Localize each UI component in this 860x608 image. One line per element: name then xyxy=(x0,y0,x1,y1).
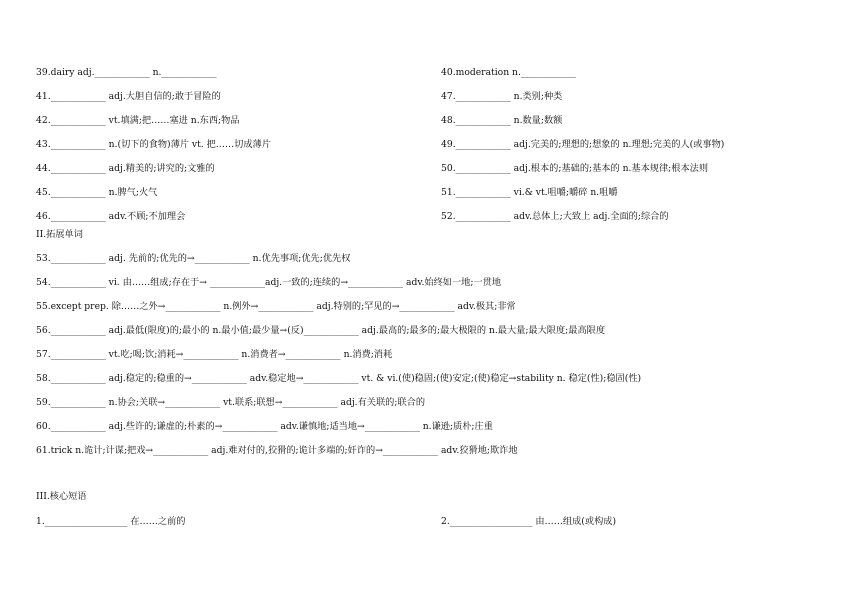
vocab-item-39: 39.dairy adj.____________ n.____________ xyxy=(36,67,217,78)
vocab-item-42: 42.____________ vt.填满;把……塞进 n.东西;物品 xyxy=(36,115,240,126)
extended-word-55: 55.except prep. 除……之外→____________ n.例外→____________ adj.特别的;罕见的→____________ adv.极其;非常 xyxy=(36,301,516,312)
vocab-item-48: 48.____________ n.数量;数额 xyxy=(441,115,563,126)
vocab-item-45: 45.____________ n.脾气;火气 xyxy=(36,187,158,198)
vocab-item-51: 51.____________ vi.& vt.咀嚼;嚼碎 n.咀嚼 xyxy=(441,187,618,198)
extended-word-60: 60.____________ adj.些许的;谦虚的;朴素的→____________ adv.谦慎地;适当地→____________ n.谦逊;质朴;庄重 xyxy=(36,421,493,432)
extended-word-61: 61.trick n.诡计;计谋;把戏→____________ adj.难对付的,狡猾的;诡计多端的;奸诈的→____________ adv.狡猾地;欺诈地 xyxy=(36,445,518,456)
extended-word-59: 59.____________ n.协会;关联→____________ vt.联系;联想→____________ adj.有关联的;联合的 xyxy=(36,397,426,408)
vocab-item-44: 44.____________ adj.精美的;讲究的;文雅的 xyxy=(36,163,215,174)
vocab-item-41: 41.____________ adj.大胆自信的;敢于冒险的 xyxy=(36,91,221,102)
phrase-item-1: 1.__________________ 在……之前的 xyxy=(36,516,186,527)
extended-word-56: 56.____________ adj.最低(限度)的;最小的 n.最小值;最少量→(反)____________ adj.最高的;最多的;最大极限的 n.最大量;最大限度;最高限度 xyxy=(36,325,606,336)
vocab-item-47: 47.____________ n.类别;种类 xyxy=(441,91,563,102)
vocab-item-52: 52.____________ adv.总体上;大致上 adj.全面的;综合的 xyxy=(441,211,669,222)
section-heading-core-phrases: III.核心短语 xyxy=(36,491,87,502)
phrase-item-2: 2.__________________ 由……组成(或构成) xyxy=(441,516,617,527)
vocab-item-50: 50.____________ adj.根本的;基础的;基本的 n.基本规律;根本法则 xyxy=(441,163,709,174)
vocab-item-46: 46.____________ adv.不顾;不加理会 xyxy=(36,211,186,222)
extended-word-53: 53.____________ adj. 先前的;优先的→____________ n.优先事项;优先;优先权 xyxy=(36,253,351,264)
section-heading-extended-words: II.拓展单词 xyxy=(36,229,83,240)
vocab-item-49: 49.____________ adj.完美的;理想的;想象的 n.理想;完美的人(或事物) xyxy=(441,139,725,150)
extended-word-57: 57.____________ vt.吃;喝;饮;消耗→____________ n.消费者→____________ n.消费;消耗 xyxy=(36,349,393,360)
extended-word-58: 58.____________ adj.稳定的;稳重的→____________ adv.稳定地→____________ vt. & vi.(使)稳固;(使)安定;(使)稳定→stability n. 稳定(性);稳固(性) xyxy=(36,373,642,384)
vocab-item-40: 40.moderation n.____________ xyxy=(441,67,577,78)
vocab-item-43: 43.____________ n.(切下的食物)薄片 vt. 把……切成薄片 xyxy=(36,139,271,150)
extended-word-54: 54.____________ vi. 由……组成;存在于→ ____________adj.一致的;连续的→____________ adv.始终如一地;一贯地 xyxy=(36,277,502,288)
